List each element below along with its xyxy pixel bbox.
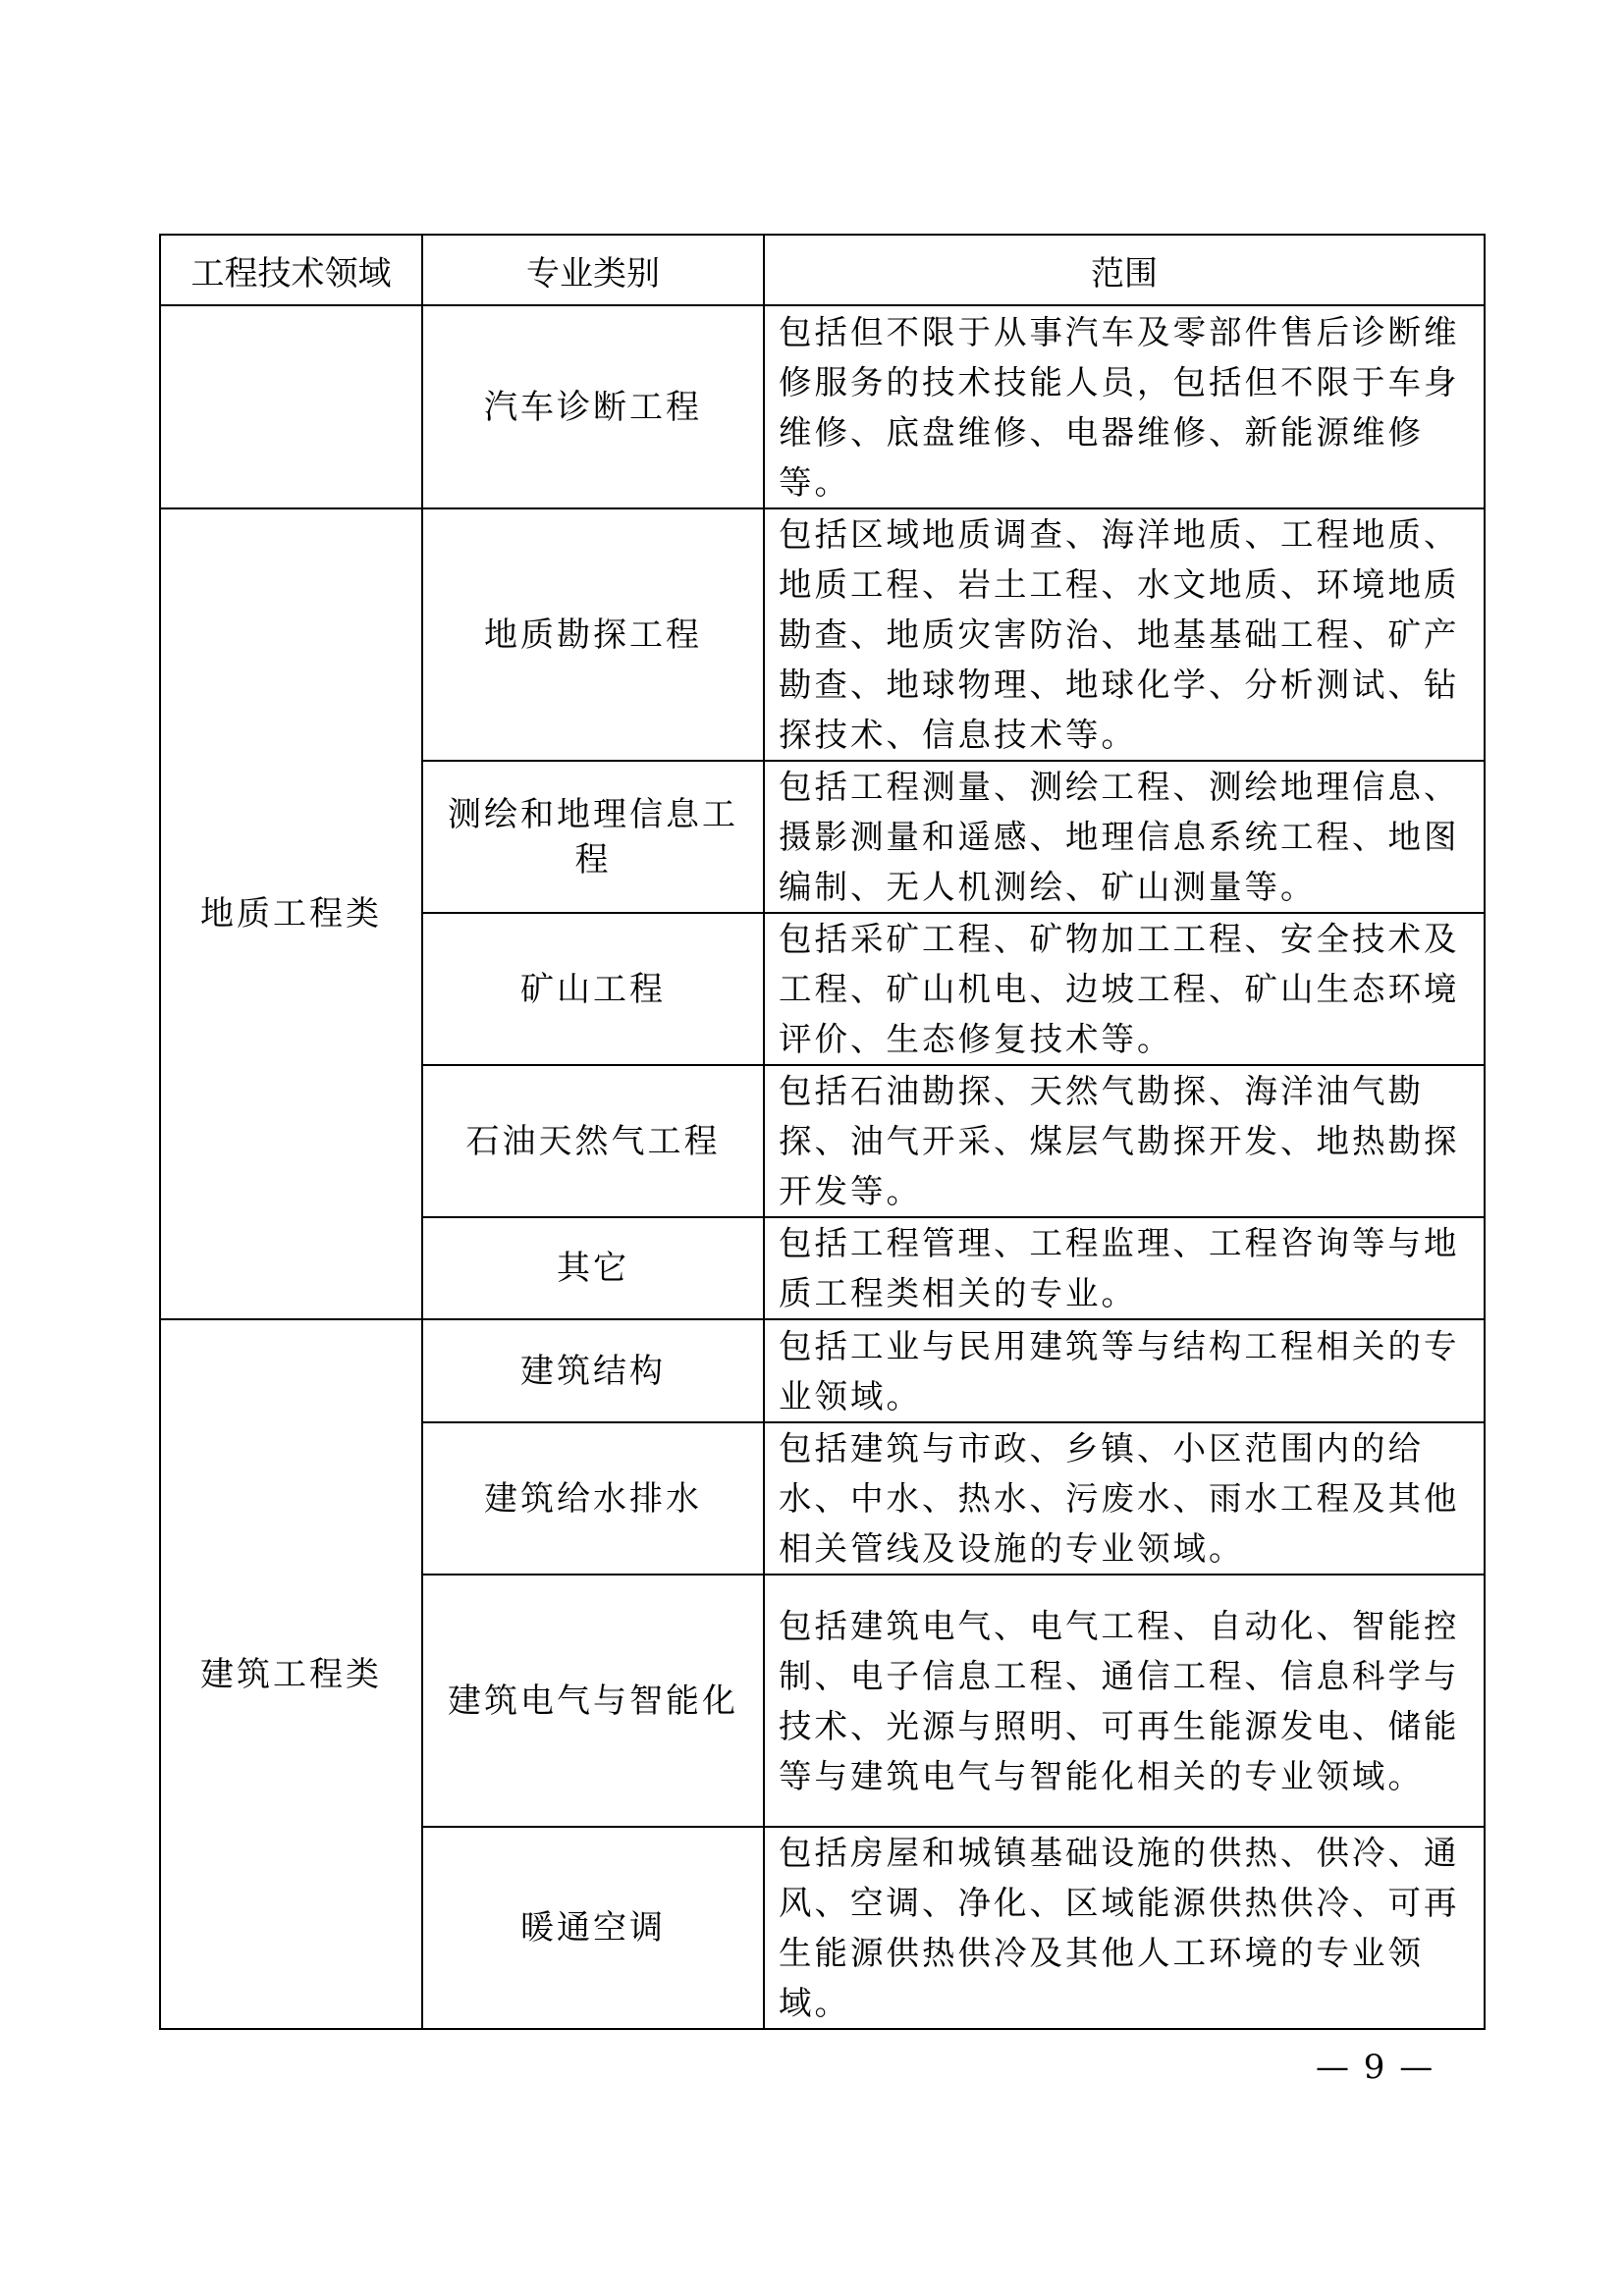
- table-row: [160, 508, 1485, 761]
- header-scope: 范围: [764, 235, 1485, 305]
- header-engineering-field: 工程技术领域: [160, 235, 422, 305]
- engineering-field-table: [159, 234, 1486, 2030]
- scope-cell: 包括区域地质调查、海洋地质、工程地质、地质工程、岩土工程、水文地质、环境地质勘查、地质灾害防治、地基基础工程、矿产勘查、地球物理、地球化学、分析测试、钻探技术、信息技术等。: [764, 508, 1485, 761]
- scope-cell: 包括工程管理、工程监理、工程咨询等与地质工程类相关的专业。: [764, 1217, 1485, 1319]
- major-cell: 暖通空调: [422, 1827, 764, 2029]
- scope-cell: 包括房屋和城镇基础设施的供热、供冷、通风、空调、净化、区域能源供热供冷、可再生能源供热供冷及其他人工环境的专业领域。: [764, 1827, 1485, 2029]
- major-cell: 地质勘探工程: [422, 508, 764, 761]
- header-major-category: 专业类别: [422, 235, 764, 305]
- major-cell: 矿山工程: [422, 913, 764, 1065]
- major-cell: 测绘和地理信息工程: [422, 761, 764, 913]
- major-cell: 建筑给水排水: [422, 1422, 764, 1575]
- scope-cell: 包括建筑与市政、乡镇、小区范围内的给水、中水、热水、污废水、雨水工程及其他相关管线及设施的专业领域。: [764, 1422, 1485, 1575]
- scope-cell: 包括但不限于从事汽车及零部件售后诊断维修服务的技术技能人员，包括但不限于车身维修、底盘维修、电器维修、新能源维修等。: [764, 305, 1485, 508]
- major-cell: 石油天然气工程: [422, 1065, 764, 1217]
- page-number: — 9 —: [1316, 2048, 1435, 2087]
- major-cell: 其它: [422, 1217, 764, 1319]
- scope-cell: 包括工程测量、测绘工程、测绘地理信息、摄影测量和遥感、地理信息系统工程、地图编制、无人机测绘、矿山测量等。: [764, 761, 1485, 913]
- scope-cell: 包括石油勘探、天然气勘探、海洋油气勘探、油气开采、煤层气勘探开发、地热勘探开发等。: [764, 1065, 1485, 1217]
- field-cell: 地质工程类: [160, 508, 422, 1319]
- major-cell: 汽车诊断工程: [422, 305, 764, 508]
- major-cell: 建筑电气与智能化: [422, 1575, 764, 1827]
- major-cell: 建筑结构: [422, 1319, 764, 1422]
- table-row: [160, 305, 1485, 508]
- table-row: [160, 1319, 1485, 1422]
- scope-cell: 包括采矿工程、矿物加工工程、安全技术及工程、矿山机电、边坡工程、矿山生态环境评价、生态修复技术等。: [764, 913, 1485, 1065]
- scope-cell: 包括建筑电气、电气工程、自动化、智能控制、电子信息工程、通信工程、信息科学与技术、光源与照明、可再生能源发电、储能等与建筑电气与智能化相关的专业领域。: [764, 1575, 1485, 1827]
- field-cell: 建筑工程类: [160, 1319, 422, 2029]
- scope-cell: 包括工业与民用建筑等与结构工程相关的专业领域。: [764, 1319, 1485, 1422]
- field-cell: [160, 305, 422, 508]
- table-header-row: [160, 235, 1485, 305]
